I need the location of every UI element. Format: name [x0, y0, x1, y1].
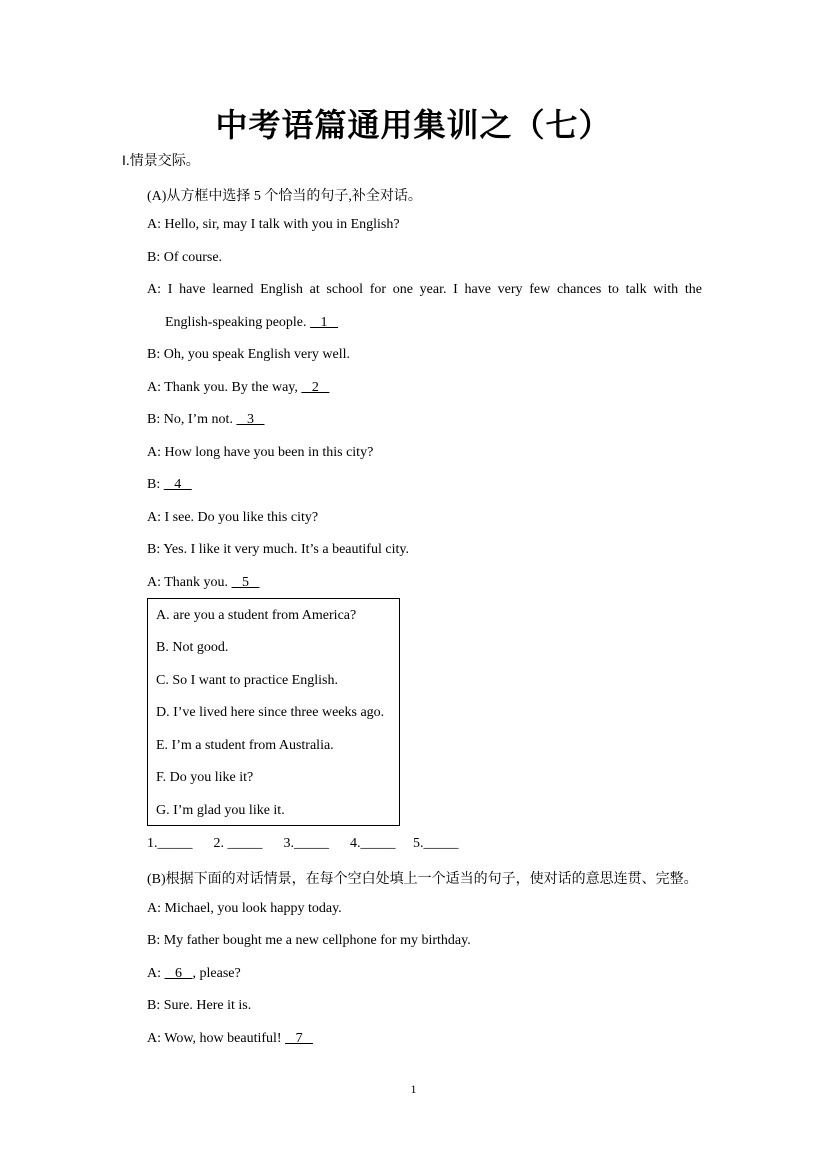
option-item: A. are you a student from America? — [156, 608, 357, 623]
blank-5: 5 — [231, 575, 260, 590]
blank-4: 4 — [163, 477, 192, 492]
dialogue-line: A: Thank you. 5 — [147, 575, 260, 590]
dialogue-line: B: 4 — [147, 477, 192, 492]
dialogue-line: B: Yes. I like it very much. It’s a beautiful city. — [147, 542, 409, 557]
blank-7: 7 — [285, 1031, 314, 1046]
dialogue-line: A: Thank you. By the way, 2 — [147, 380, 330, 395]
option-item: C. So I want to practice English. — [156, 673, 338, 688]
page-number: 1 — [410, 1082, 417, 1096]
dialogue-line: B: Oh, you speak English very well. — [147, 347, 350, 362]
dialogue-line: A: Hello, sir, may I talk with you in English? — [147, 217, 400, 232]
blank-6: 6 — [164, 966, 193, 981]
blank-1: 1 — [310, 315, 339, 330]
dialogue-line: B: No, I’m not. 3 — [147, 412, 265, 427]
dialogue-line: A: 6 , please? — [147, 966, 241, 981]
dialogue-line: B: Sure. Here it is. — [147, 998, 252, 1013]
answer-blanks: 1._____ 2. _____ 3._____ 4._____ 5._____ — [147, 836, 459, 851]
blank-2: 2 — [301, 380, 330, 395]
page-title: 中考语篇通用集训之（七） — [215, 107, 612, 143]
option-item: D. I’ve lived here since three weeks ago. — [156, 705, 385, 720]
dialogue-line: A: Wow, how beautiful! 7 — [147, 1031, 314, 1046]
option-item: G. I’m glad you like it. — [156, 803, 285, 818]
option-item: F. Do you like it? — [156, 770, 254, 785]
dialogue-line: English-speaking people. 1 — [165, 315, 339, 330]
dialogue-line: A: I have learned English at school for one year. I have very few chances to talk with the — [147, 282, 702, 297]
options-box — [147, 598, 400, 826]
section-heading: I.情景交际。 — [122, 152, 200, 168]
dialogue-line: A: How long have you been in this city? — [147, 445, 374, 460]
option-item: B. Not good. — [156, 640, 229, 655]
option-item: E. I’m a student from Australia. — [156, 738, 334, 753]
part-a-instruction: (A)从方框中选择 5 个恰当的句子,补全对话。 — [147, 189, 422, 204]
part-b-instruction: (B)根据下面的对话情景，在每个空白处填上一个适当的句子，使对话的意思连贯、完整。 — [147, 872, 698, 887]
dialogue-line: B: My father bought me a new cellphone for my birthday. — [147, 933, 471, 948]
dialogue-line: A: Michael, you look happy today. — [147, 901, 342, 916]
dialogue-line: B: Of course. — [147, 250, 223, 265]
dialogue-line: A: I see. Do you like this city? — [147, 510, 319, 525]
blank-3: 3 — [236, 412, 265, 427]
